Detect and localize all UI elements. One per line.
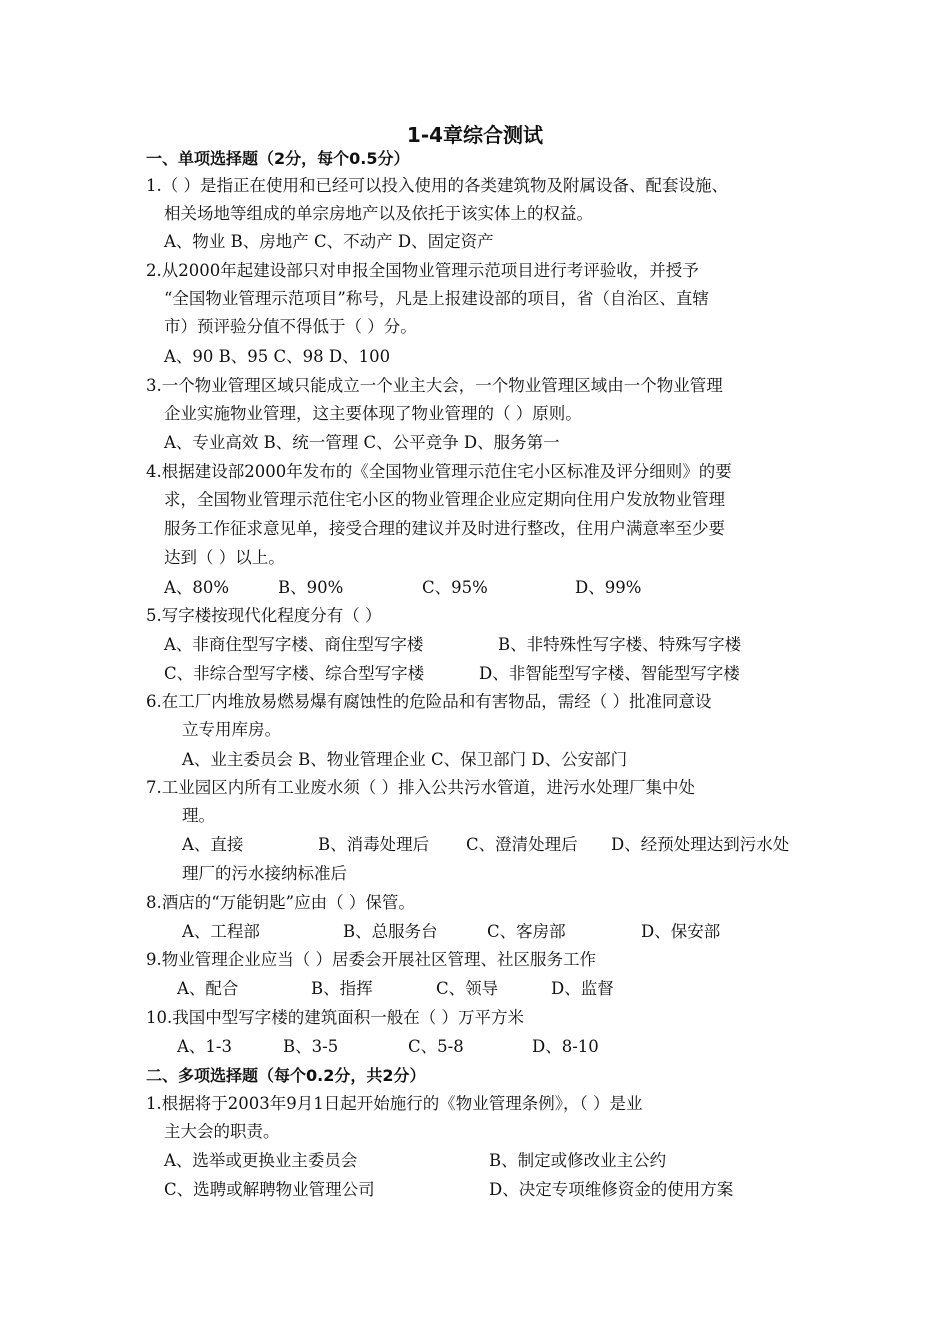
question-3-line-1: 3.一个物业管理区域只能成立一个业主大会，一个物业管理区域由一个物业管理 — [146, 376, 723, 395]
question-10-option-c: C、5-8 — [408, 1037, 464, 1056]
question-6-line-1: 6.在工厂内堆放易燃易爆有腐蚀性的危险品和有害物品，需经（ ）批准同意设 — [146, 692, 712, 711]
question-10-option-b: B、3-5 — [283, 1037, 339, 1056]
multi-question-1-line-2: 主大会的职责。 — [164, 1122, 280, 1141]
question-2-options: A、90 B、95 C、98 D、100 — [164, 347, 391, 366]
question-10-option-d: D、8-10 — [532, 1037, 599, 1056]
question-10-option-a: A、1-3 — [177, 1037, 232, 1056]
question-7-option-d: D、经预处理达到污水处 — [611, 835, 790, 854]
question-4-line-4: 达到（ ）以上。 — [164, 548, 285, 567]
question-4-option-b: B、90% — [278, 578, 344, 597]
question-4-line-1: 4.根据建设部2000年发布的《全国物业管理示范住宅小区标准及评分细则》的要 — [146, 462, 732, 481]
multi-question-1-option-c: C、选聘或解聘物业管理公司 — [164, 1180, 375, 1199]
multi-question-1-option-a: A、选举或更换业主委员会 — [164, 1151, 358, 1170]
question-1-line-1: 1.（ ）是指正在使用和已经可以投入使用的各类建筑物及附属设备、配套设施、 — [146, 176, 728, 195]
question-4-option-c: C、95% — [422, 578, 488, 597]
question-8-option-a: A、工程部 — [182, 922, 260, 941]
question-7-option-c: C、澄清处理后 — [466, 835, 578, 854]
question-5-option-a: A、非商住型写字楼、商住型写字楼 — [164, 635, 424, 654]
section-heading-single-choice: 一、单项选择题（2分，每个0.5分） — [146, 149, 410, 168]
question-8-option-d: D、保安部 — [641, 922, 721, 941]
question-9-option-a: A、配合 — [177, 979, 239, 998]
multi-question-1-option-d: D、决定专项维修资金的使用方案 — [489, 1180, 734, 1199]
question-3-options: A、专业高效 B、统一管理 C、公平竞争 D、服务第一 — [164, 433, 560, 452]
question-9-option-d: D、监督 — [551, 979, 614, 998]
question-9-option-b: B、指挥 — [311, 979, 373, 998]
question-4-option-d: D、99% — [575, 578, 642, 597]
question-4-line-2: 求，全国物业管理示范住宅小区的物业管理企业应定期向住用户发放物业管理 — [164, 490, 725, 509]
question-2-line-3: 市）预评验分值不得低于（ ）分。 — [164, 317, 417, 336]
question-8-option-c: C、客房部 — [487, 922, 566, 941]
question-5-option-b: B、非特殊性写字楼、特殊写字楼 — [498, 635, 742, 654]
question-5-option-c: C、非综合型写字楼、综合型写字楼 — [164, 664, 425, 683]
question-7-line-1: 7.工业园区内所有工业废水须（ ）排入公共污水管道，进污水处理厂集中处 — [146, 778, 695, 797]
question-8-option-b: B、总服务台 — [343, 922, 438, 941]
question-7-line-3: 理厂的污水接纳标准后 — [182, 864, 347, 883]
question-7-line-2: 理。 — [182, 806, 215, 825]
question-2-line-2: “全国物业管理示范项目”称号，凡是上报建设部的项目，省（自治区、直辖 — [164, 289, 709, 308]
question-5-line-1: 5.写字楼按现代化程度分有（ ） — [146, 606, 382, 625]
question-3-line-2: 企业实施物业管理，这主要体现了物业管理的（ ）原则。 — [164, 404, 582, 423]
question-1-options: A、物业 B、房地产 C、不动产 D、固定资产 — [164, 232, 494, 251]
question-7-option-b: B、消毒处理后 — [318, 835, 430, 854]
multi-question-1-line-1: 1.根据将于2003年9月1日起开始施行的《物业管理条例》，（ ）是业 — [146, 1094, 643, 1113]
question-6-line-2: 立专用库房。 — [182, 720, 281, 739]
question-9-option-c: C、领导 — [436, 979, 499, 998]
question-10-line-1: 10.我国中型写字楼的建筑面积一般在（ ）万平方米 — [146, 1008, 524, 1027]
question-1-line-2: 相关场地等组成的单宗房地产以及依托于该实体上的权益。 — [164, 204, 593, 223]
multi-question-1-option-b: B、制定或修改业主公约 — [489, 1151, 667, 1170]
section-heading-multiple-choice: 二、多项选择题（每个0.2分，共2分） — [146, 1066, 426, 1085]
question-6-options: A、业主委员会 B、物业管理企业 C、保卫部门 D、公安部门 — [182, 750, 628, 769]
question-9-line-1: 9.物业管理企业应当（ ）居委会开展社区管理、社区服务工作 — [146, 950, 596, 969]
question-8-line-1: 8.酒店的“万能钥匙”应由（ ）保管。 — [146, 893, 415, 912]
question-2-line-1: 2.从2000年起建设部只对申报全国物业管理示范项目进行考评验收，并授予 — [146, 261, 699, 280]
question-4-option-a: A、80% — [164, 578, 230, 597]
question-7-option-a: A、直接 — [182, 835, 244, 854]
question-5-option-d: D、非智能型写字楼、智能型写字楼 — [479, 664, 740, 683]
question-4-line-3: 服务工作征求意见单，接受合理的建议并及时进行整改，住用户满意率至少要 — [164, 519, 725, 538]
page-title: 1-4章综合测试 — [406, 123, 544, 147]
